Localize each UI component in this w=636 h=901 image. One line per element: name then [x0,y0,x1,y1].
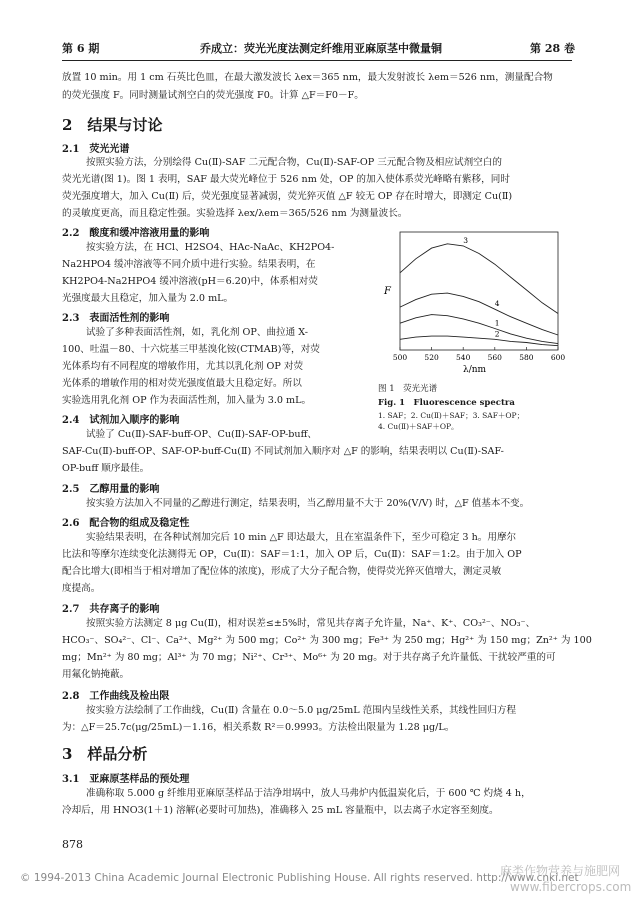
s21-title: 2.1 荧光光谱 [62,144,130,155]
s24-line-2: SAF-Cu(Ⅱ)-buff-OP、SAF-OP-buff-Cu(Ⅱ) 不同试剂加入顺序对 △F 的影响，结果表明以 Cu(Ⅱ)-SAF- [62,446,504,457]
header-rule [62,60,572,61]
s23-title: 2.3 表面活性剂的影响 [62,313,170,324]
chart-y-label: F [384,286,391,297]
s22-line-1: 按实验方法，在 HCl、H2SO4、HAc-NaAc、KH2PO4- [86,242,335,253]
figure-1 [378,224,568,432]
s26-line-2: 比法和等摩尔连续变化法测得无 OP，Cu(Ⅱ)：SAF＝1:1，加入 OP 后，Cu(Ⅱ)：SAF＝1:2。由于加入 OP [62,549,522,560]
intro-line-2: 的荧光强度 F。同时测量试剂空白的荧光强度 F0。计算 △F＝F0－F。 [62,90,364,101]
chart-frame [400,232,558,350]
s28-line-2: 为：△F＝25.7c(μg/25mL)－1.16，相关系数 R²＝0.9993。方法检出限量为 1.28 μg/L。 [62,722,455,733]
s27-title: 2.7 共存离子的影响 [62,604,160,615]
s27-line-3: mg；Mn²⁺ 为 80 mg；Al³⁺ 为 70 mg；Ni²⁺、Cr³⁺、Mo⁶⁺ 为 20 mg。对于共存离子允许量低、干扰较严重的可 [62,652,556,663]
chart-x-label: λ/nm [463,365,487,374]
x-tick-label: 560 [487,353,502,362]
series-line-2 [400,336,558,346]
s26-line-1: 实验结果表明，在各种试剂加完后 10 min △F 即达最大，且在室温条件下，至少可稳定 3 h。用摩尔 [86,532,517,543]
s28-line-1: 按实验方法绘制了工作曲线，Cu(Ⅱ) 含量在 0.0～5.0 μg/25mL 范围内呈线性关系，其线性回归方程 [86,705,517,716]
header-title: 乔成立：荧光光度法测定纤维用亚麻原茎中微量铜 [200,42,442,55]
s26-line-3: 配合比增大(即相当于相对增加了配位体的浓度)，形成了大分子配合物，使得荧光猝灭值增大，测定灵敏 [62,566,502,577]
s24-title: 2.4 试剂加入顺序的影响 [62,415,180,426]
s23-line-4: 光体系的增敏作用的相对荧光强度值最大且稳定好。所以 [62,378,302,389]
s23-line-1: 试验了多种表面活性剂，如，乳化剂 OP、曲拉通 X- [86,327,309,338]
s21-line-3: 荧光强度增大，加入 Cu(Ⅱ) 后，荧光强度显著减弱，荧光猝灭值 △F 较无 OP 存在时增大，即测定 Cu(Ⅱ) [62,191,513,202]
s23-line-2: 100、吐温－80、十六烷基三甲基溴化铵(CTMAB)等，对荧 [62,344,320,355]
s24-line-3: OP-buff 顺序最佳。 [62,463,150,474]
watermark-cn: 麻类作物营养与施肥网 [500,864,621,878]
section-3-heading: 3 样品分析 [62,745,148,763]
series-label-4: 4 [494,299,500,309]
header-issue: 第 6 期 [62,42,100,55]
s31-title: 3.1 亚麻原茎样品的预处理 [62,774,190,785]
s27-line-4: 用氟化钠掩蔽。 [62,669,130,680]
s22-line-3: KH2PO4-Na2HPO4 缓冲溶液(pH＝6.20)中，体系相对荧 [62,276,318,287]
s21-line-1: 按照实验方法，分别绘得 Cu(Ⅱ)-SAF 二元配合物，Cu(Ⅱ)-SAF-OP 三元配合物及相应试剂空白的 [86,157,502,168]
figure-legend-2: 4. Cu(Ⅱ)＋SAF＋OP。 [378,422,459,431]
series-line-3 [400,244,558,314]
s27-line-1: 按照实验方法测定 8 μg Cu(Ⅱ)，相对误差≤±5%时，常见共存离子允许量，Na⁺、K⁺、CO₃²⁻、NO₃⁻、 [86,618,536,629]
s21-line-2: 荧光光谱(图 1)。图 1 表明，SAF 最大荧光峰位于 526 nm 处，OP 的加入使体系荧光峰略有紫移，同时 [62,174,510,185]
figure-legend-1: 1. SAF；2. Cu(Ⅱ)＋SAF；3. SAF＋OP； [378,411,525,420]
s22-line-2: Na2HPO4 缓冲溶液等不同介质中进行实验。结果表明，在 [62,259,316,270]
s26-title: 2.6 配合物的组成及稳定性 [62,518,190,529]
s25-line-1: 按实验方法加入不同量的乙醇进行测定，结果表明，当乙醇用量不大于 20%(V/V) 时，△F 值基本不变。 [86,498,530,509]
series-label-1: 1 [494,318,500,328]
figure-caption-cn: 图 1 荧光光谱 [378,384,438,394]
s31-line-2: 冷却后，用 HNO3(1＋1) 溶解(必要时可加热)，准确移入 25 mL 容量瓶中，以去离子水定容至刻度。 [62,805,499,816]
s23-line-3: 光体系均有不同程度的增敏作用，尤其以乳化剂 OP 对荧 [62,361,304,372]
x-tick-label: 520 [424,353,439,362]
s26-line-4: 度提高。 [62,583,101,594]
s22-title: 2.2 酸度和缓冲溶液用量的影响 [62,228,210,239]
s22-line-4: 光强度最大且稳定，加入量为 2.0 mL。 [62,293,234,304]
header-volume: 第 28 卷 [530,42,575,55]
s25-title: 2.5 乙醇用量的影响 [62,484,160,495]
s28-title: 2.8 工作曲线及检出限 [62,691,170,702]
s24-line-1: 试验了 Cu(Ⅱ)-SAF-buff-OP、Cu(Ⅱ)-SAF-OP-buff、 [86,429,318,440]
series-line-1 [400,315,558,344]
copyright-footer: © 1994-2013 China Academic Journal Electronic Publishing House. All rights reserved. http://www.cnki.net [20,872,579,884]
s23-line-5: 实验选用乳化剂 OP 作为表面活性剂，加入量为 3.0 mL。 [62,395,312,406]
series-line-4 [400,293,558,335]
x-tick-label: 600 [550,353,566,362]
x-tick-label: 580 [519,353,534,362]
series-label-3: 3 [463,235,468,245]
s31-line-1: 准确称取 5.000 g 纤维用亚麻原茎样品于洁净坩埚中，放人马弗炉内低温炭化后，于 600 ℃ 灼烧 4 h， [86,788,531,799]
page-number: 878 [62,838,83,851]
intro-line-1: 放置 10 min。用 1 cm 石英比色皿，在最大激发波长 λex＝365 nm，最大发射波长 λem＝526 nm，测量配合物 [62,72,553,83]
s21-line-4: 的灵敏度更高，而且稳定性强。实验选择 λex/λem＝365/526 nm 为测量波长。 [62,208,408,219]
figure-caption-en: Fig. 1 Fluorescence spectra [378,398,515,408]
section-2-heading: 2 结果与讨论 [62,116,163,134]
fluorescence-chart [378,224,568,374]
x-tick-label: 500 [392,353,408,362]
s27-line-2: HCO₃⁻、SO₄²⁻、Cl⁻、Ca²⁺、Mg²⁺ 为 500 mg；Co²⁺ 为 300 mg；Fe³⁺ 为 250 mg；Hg²⁺ 为 150 mg；Zn²⁺ 为 100 [62,635,592,646]
x-tick-label: 540 [456,353,471,362]
series-label-2: 2 [494,329,500,339]
watermark-url: www.fibercrops.com [510,880,632,894]
